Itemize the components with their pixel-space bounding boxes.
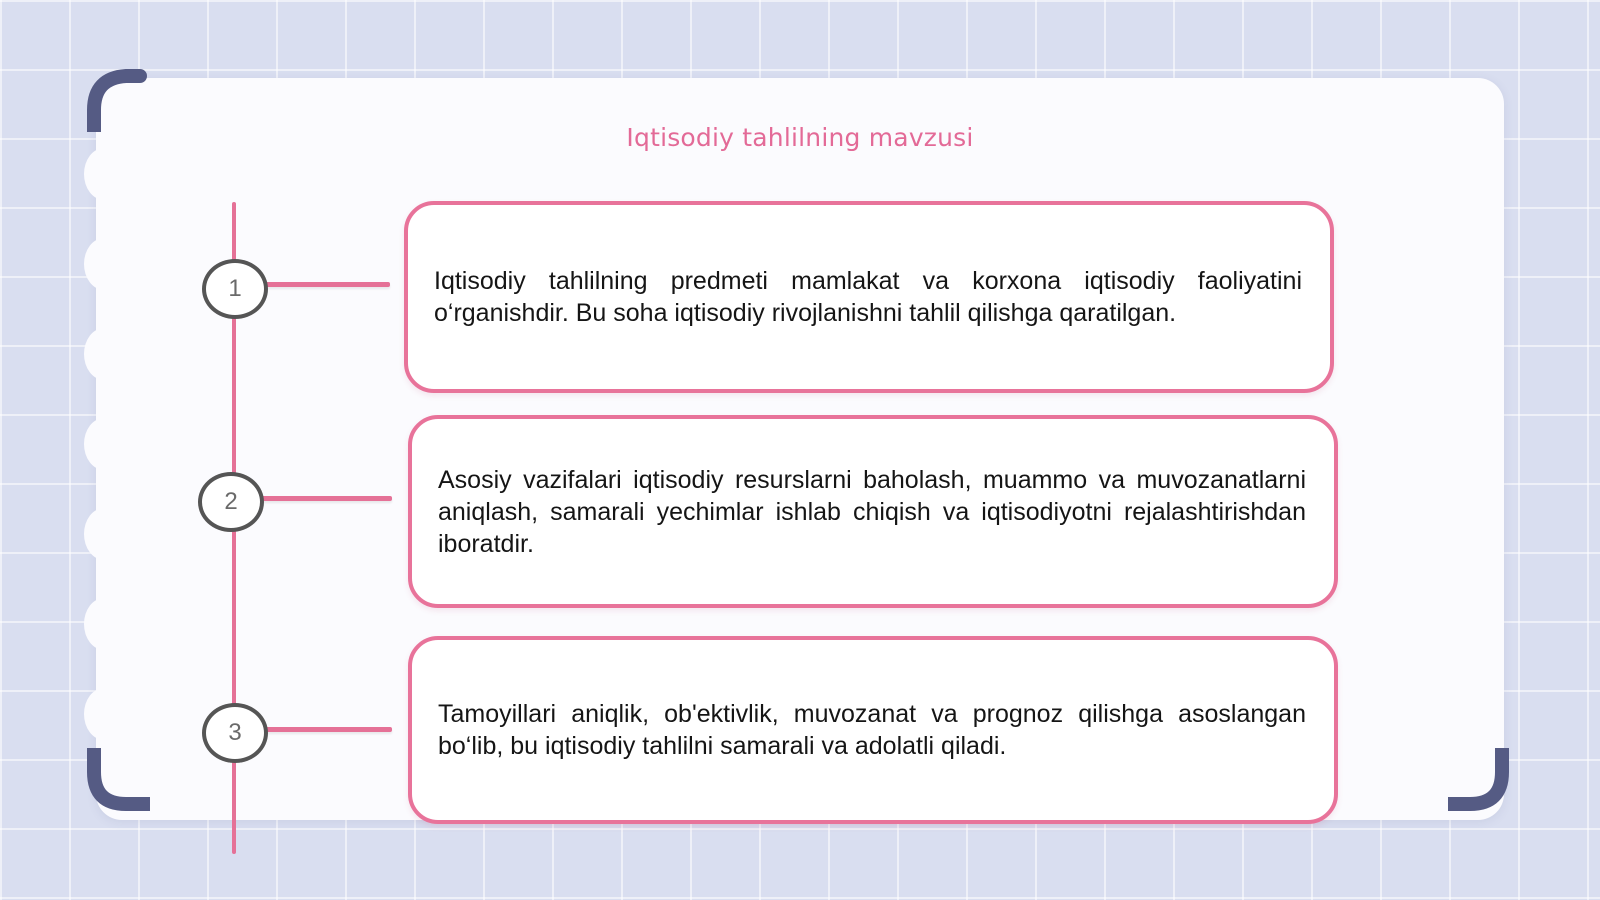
scallop [84, 238, 124, 290]
scallop [84, 328, 124, 380]
info-text-2: Asosiy vazifalari iqtisodiy resurslarni baholash, muammo va muvozanatlarni aniqlash, samarali yechimlar ishlab chiqish va iqtisodiyotni rejalashtirishdan iboratdir. [438, 465, 1306, 558]
scallop [84, 508, 124, 560]
corner-bracket-bottom-left [86, 748, 150, 812]
info-box-2 [408, 415, 1338, 608]
slide-title: Iqtisodiy tahlilning mavzusi [626, 123, 974, 152]
info-text-3: Tamoyillari aniqlik, ob'ektivlik, muvozanat va prognoz qilishga asoslangan bo‘lib, bu iqtisodiy tahlilni samarali va adolatli qiladi. [438, 700, 1306, 760]
step-number-2: 2 [198, 472, 264, 532]
step-number-3: 3 [202, 703, 268, 763]
step-number-1: 1 [202, 259, 268, 319]
info-box-3 [408, 636, 1338, 824]
connector-3 [262, 727, 392, 732]
connector-2 [258, 496, 392, 501]
scallop [84, 148, 124, 200]
connector-1 [262, 282, 390, 287]
info-text-1: Iqtisodiy tahlilning predmeti mamlakat va korxona iqtisodiy faoliyatini o‘rganishdir. Bu soha iqtisodiy rivojlanishni tahlil qilishga qaratilgan. [434, 267, 1302, 327]
corner-bracket-top-left [86, 68, 150, 132]
scallop [84, 688, 124, 740]
info-box-1 [404, 201, 1334, 393]
corner-bracket-bottom-right [1448, 748, 1512, 812]
scallop [84, 598, 124, 650]
scallop [84, 418, 124, 470]
